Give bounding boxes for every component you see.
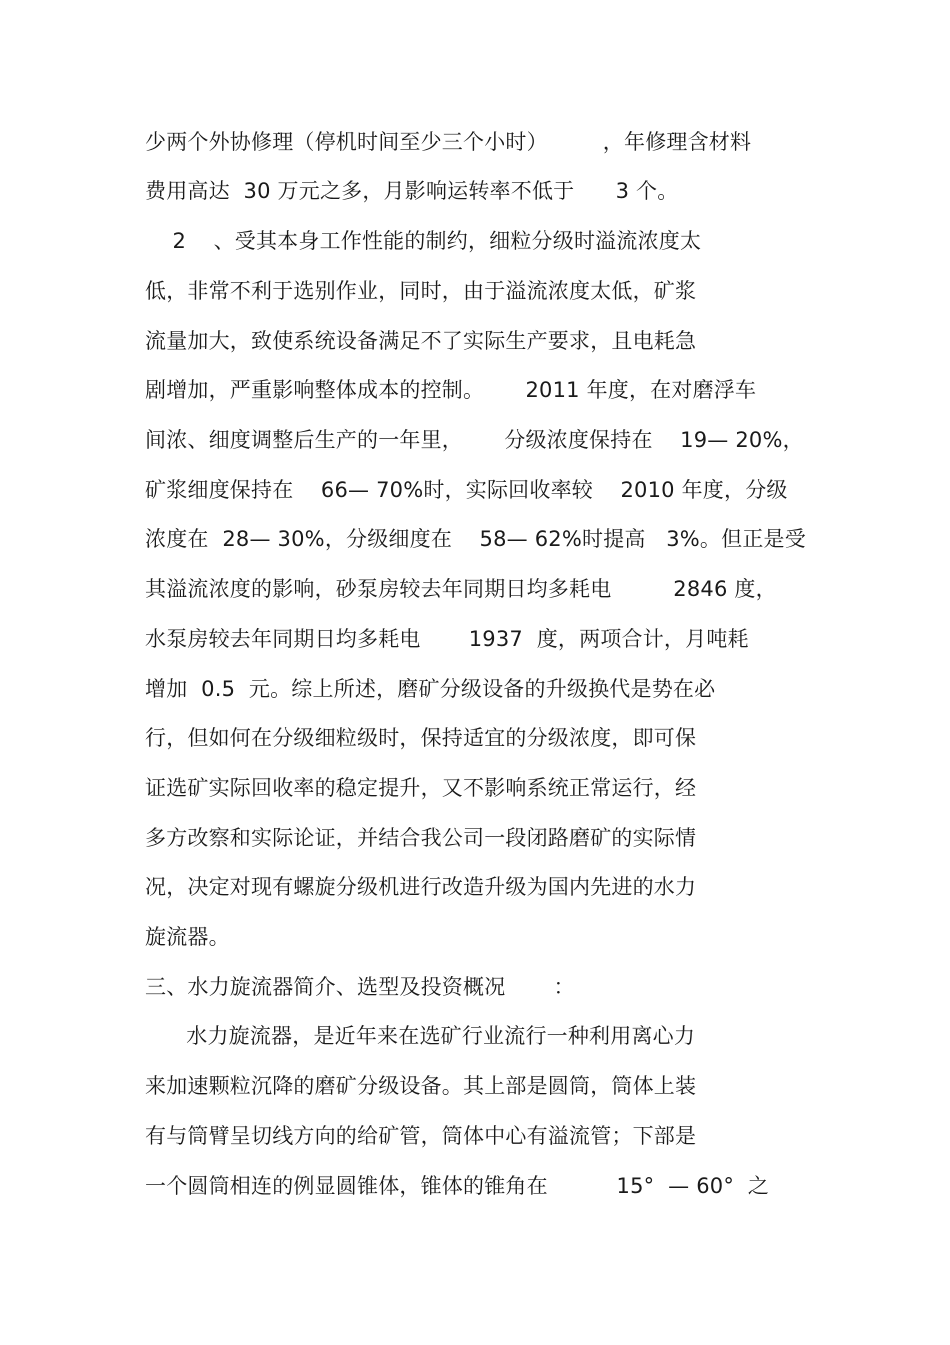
text-line: 费用高达 30 万元之多，月影响运转率不低于 3 个。 [145,179,679,203]
section-heading: 三、水力旋流器简介、选型及投资概况 ： [145,975,575,999]
text-line: 有与筒臂呈切线方向的给矿管，筒体中心有溢流管；下部是 [145,1124,697,1148]
text-line: 一个圆筒相连的例显圆锥体，锥体的锥角在 15° — 60° 之 [145,1174,769,1198]
text-line: 况，决定对现有螺旋分级机进行改造升级为国内先进的水力 [145,875,697,899]
text-line: 证选矿实际回收率的稳定提升，又不影响系统正常运行，经 [145,776,697,800]
text-line: 其溢流浓度的影响，砂泵房较去年同期日均多耗电 2846 度， [145,577,777,601]
text-line: 浓度在 28— 30%，分级细度在 58— 62%时提高 3%。但正是受 [145,527,806,551]
text-line: 流量加大，致使系统设备满足不了实际生产要求，且电耗急 [145,329,697,353]
text-line: 2 、受其本身工作性能的制约，细粒分级时溢流浓度太 [145,229,702,253]
text-line: 水力旋流器，是近年来在选矿行业流行一种利用离心力 [145,1024,696,1048]
text-line: 行，但如何在分级细粒级时，保持适宜的分级浓度，即可保 [145,726,697,750]
text-line: 低，非常不利于选别作业，同时，由于溢流浓度太低，矿浆 [145,279,697,303]
text-line: 增加 0.5 元。综上所述，磨矿分级设备的升级换代是势在必 [145,677,716,701]
text-line: 来加速颗粒沉降的磨矿分级设备。其上部是圆筒，筒体上装 [145,1074,697,1098]
text-line: 旋流器。 [145,925,230,949]
text-line: 水泵房较去年同期日均多耗电 1937 度，两项合计，月吨耗 [145,627,749,651]
text-line: 间浓、细度调整后生产的一年里， 分级浓度保持在 19— 20%， [145,428,804,452]
text-line: 多方改察和实际论证，并结合我公司一段闭路磨矿的实际情 [145,826,697,850]
text-line: 剧增加，严重影响整体成本的控制。 2011 年度，在对磨浮车 [145,378,757,402]
text-line: 少两个外协修理（停机时间至少三个小时） ，年修理含材料 [145,130,752,154]
text-line: 矿浆细度保持在 66— 70%时，实际回收率较 2010 年度，分级 [145,478,788,502]
